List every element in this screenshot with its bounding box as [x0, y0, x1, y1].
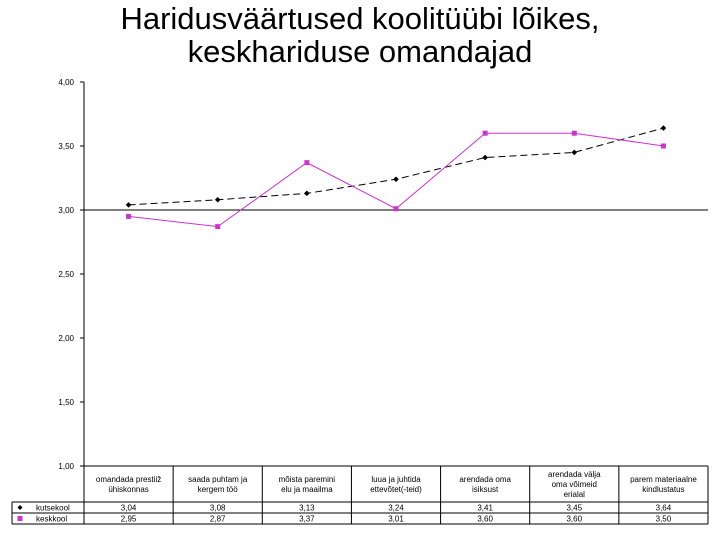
data-point-keskkool: [126, 214, 131, 219]
data-point-kutsekool: [304, 191, 310, 197]
category-label: elu ja maailma: [281, 485, 333, 494]
legend-label-kutsekool: kutsekool: [36, 503, 70, 513]
data-value-label: 3,41: [477, 503, 493, 513]
category-label: ühiskonnas: [108, 485, 149, 494]
data-table: [12, 466, 708, 524]
chart-title-line-2: keskhariduse omandajad: [187, 34, 533, 69]
y-tick-label: 4,00: [58, 78, 74, 87]
category-label: parem materiaalne: [630, 475, 697, 484]
category-label: kindlustatus: [642, 485, 685, 494]
data-value-label: 3,24: [388, 503, 404, 513]
data-value-label: 3,37: [299, 514, 315, 524]
category-label: erialal: [563, 490, 585, 499]
data-point-keskkool: [394, 206, 399, 211]
y-tick-label: 1,00: [58, 462, 74, 471]
y-axis-ticks: [58, 78, 84, 471]
data-value-label: 2,87: [209, 514, 226, 524]
data-value-label: 2,95: [120, 514, 137, 524]
category-label: mõista paremini: [278, 475, 336, 484]
chart-title-line-1: Haridusväärtused koolitüübi lõikes,: [120, 1, 600, 36]
category-label: isiksust: [472, 485, 499, 494]
legend-marker-kutsekool: [18, 505, 23, 510]
data-point-kutsekool: [393, 176, 399, 182]
data-value-label: 3,60: [477, 514, 493, 524]
data-value-label: 3,04: [120, 503, 137, 513]
data-point-kutsekool: [215, 197, 221, 203]
category-label: arendada oma: [459, 475, 511, 484]
data-point-keskkool: [572, 131, 577, 136]
y-tick-label: 3,00: [58, 206, 74, 215]
data-point-kutsekool: [661, 125, 667, 131]
y-tick-label: 1,50: [58, 398, 74, 407]
data-value-label: 3,60: [566, 514, 583, 524]
y-tick-label: 3,50: [58, 142, 74, 151]
data-value-label: 3,01: [388, 514, 404, 524]
category-label: kergem töö: [197, 485, 238, 494]
data-value-label: 3,08: [209, 503, 226, 513]
data-point-keskkool: [483, 131, 488, 136]
y-tick-label: 2,00: [58, 334, 74, 343]
y-tick-label: 2,50: [58, 270, 74, 279]
category-label: luua ja juhtida: [371, 475, 421, 484]
data-value-label: 3,64: [655, 503, 672, 513]
data-point-keskkool: [661, 144, 666, 149]
chart-axes: [84, 82, 708, 466]
data-point-keskkool: [215, 224, 220, 229]
data-point-kutsekool: [482, 155, 488, 161]
data-value-label: 3,13: [299, 503, 315, 513]
category-label: oma võimeid: [551, 480, 597, 489]
chart-series: [126, 125, 666, 229]
category-label: ettevõtet(-teid): [370, 485, 422, 494]
legend-label-keskkool: keskkool: [36, 514, 68, 524]
data-value-label: 3,45: [566, 503, 583, 513]
series-line-kutsekool: [129, 128, 664, 205]
data-value-label: 3,50: [655, 514, 672, 524]
legend-marker-keskkool: [18, 516, 23, 521]
category-label: arendada välja: [548, 470, 601, 479]
category-label: saada puhtam ja: [188, 475, 248, 484]
category-label: omandada prestiiž: [95, 475, 162, 484]
data-point-kutsekool: [126, 202, 132, 208]
data-point-kutsekool: [571, 150, 577, 156]
data-point-keskkool: [304, 160, 309, 165]
